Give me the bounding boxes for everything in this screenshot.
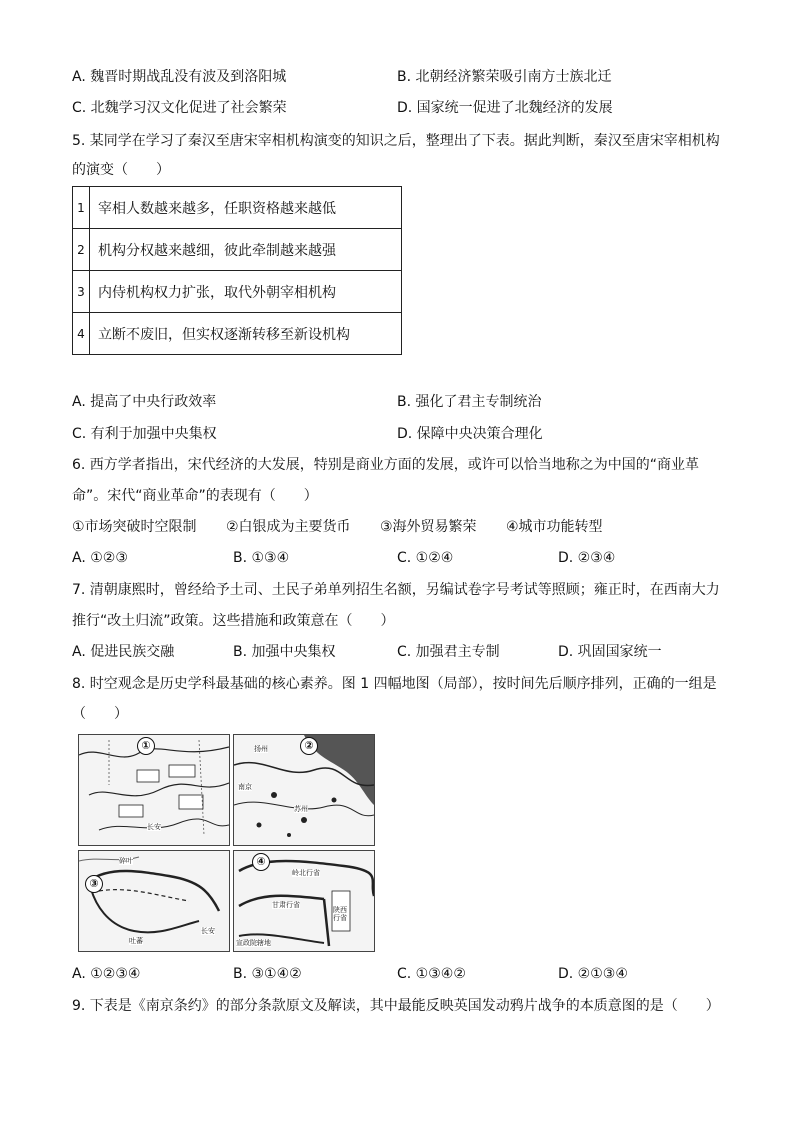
table-cell-text: 机构分权越来越细，彼此牵制越来越强: [90, 229, 402, 271]
q4-option-b: B. 北朝经济繁荣吸引南方士族北迁: [397, 69, 612, 85]
q7-option-c: C. 加强君主专制: [397, 644, 500, 660]
map-2-label-nanjing: 南京: [238, 783, 252, 791]
map-3-number: ③: [85, 875, 103, 893]
map-4-label-shaanxi: 陕西行省: [333, 906, 347, 922]
table-cell-num: 3: [73, 271, 90, 313]
table-cell-num: 2: [73, 229, 90, 271]
map-3-label-suiye: 碎叶: [119, 857, 133, 865]
map-2-number: ②: [300, 737, 318, 755]
map-1-number: ①: [137, 737, 155, 755]
map-1: [78, 734, 230, 846]
table-row: [73, 229, 402, 271]
q8-stem-line2: （ ）: [72, 706, 128, 722]
q6-option-c: C. ①②④: [397, 550, 454, 566]
q6-item-1: ①市场突破时空限制: [72, 519, 197, 535]
q5-stem-line2: 的演变（ ）: [72, 162, 170, 178]
map-2: [233, 734, 375, 846]
q8-option-b: B. ③①④②: [233, 966, 302, 982]
map-4-label-gansu: 甘肃行省: [272, 901, 300, 909]
table-row: [73, 271, 402, 313]
map-4-number: ④: [252, 853, 270, 871]
q7-option-b: B. 加强中央集权: [233, 644, 336, 660]
q5-table: [72, 186, 402, 355]
q6-item-2: ②白银成为主要货币: [226, 519, 351, 535]
q7-stem-line1: 7. 清朝康熙时，曾经给予土司、土民子弟单列招生名额，另编试卷字号考试等照顾；雍正时，在西南大力: [72, 582, 720, 598]
q5-option-d: D. 保障中央决策合理化: [397, 426, 543, 442]
q4-option-d: D. 国家统一促进了北魏经济的发展: [397, 100, 613, 116]
q6-stem-line1: 6. 西方学者指出，宋代经济的大发展，特别是商业方面的发展，或许可以恰当地称之为中国的“商业革: [72, 457, 700, 473]
q8-option-c: C. ①③④②: [397, 966, 466, 982]
map-4-label-xuanzhengyuan: 宣政院辖地: [236, 939, 271, 947]
q7-stem-line2: 推行“改土归流”政策。这些措施和政策意在（ ）: [72, 613, 395, 629]
q4-option-a: A. 魏晋时期战乱没有波及到洛阳城: [72, 69, 287, 85]
q6-option-a: A. ①②③: [72, 550, 128, 566]
map-3-label-changan: 长安: [201, 927, 215, 935]
q8-stem-line1: 8. 时空观念是历史学科最基础的核心素养。图 1 四幅地图（局部），按时间先后顺序排列，正确的一组是: [72, 676, 717, 692]
table-cell-text: 立断不废旧，但实权逐渐转移至新设机构: [90, 313, 402, 355]
map-3-label-tubo: 吐蕃: [129, 937, 143, 945]
map-2-label-yangzhou: 扬州: [254, 745, 268, 753]
q5-option-a: A. 提高了中央行政效率: [72, 394, 217, 410]
q7-option-a: A. 促进民族交融: [72, 644, 175, 660]
map-3-drawing: [79, 851, 229, 951]
q6-item-3: ③海外贸易繁荣: [380, 519, 477, 535]
q6-stem-line2: 命”。宋代“商业革命”的表现有（ ）: [72, 488, 318, 504]
map-4-label-lingbei: 岭北行省: [292, 869, 320, 877]
q5-option-b: B. 强化了君主专制统治: [397, 394, 542, 410]
map-1-label: 长安: [147, 823, 161, 831]
q5-stem-line1: 5. 某同学在学习了秦汉至唐宋宰相机构演变的知识之后，整理出了下表。据此判断，秦汉至唐宋宰相机构: [72, 133, 720, 149]
table-cell-text: 宰相人数越来越多，任职资格越来越低: [90, 187, 402, 229]
q6-option-b: B. ①③④: [233, 550, 290, 566]
map-2-label-suzhou: 苏州: [294, 805, 308, 813]
map-4: [233, 850, 375, 952]
q8-option-d: D. ②①③④: [558, 966, 628, 982]
map-3: [78, 850, 230, 952]
table-cell-num: 1: [73, 187, 90, 229]
q5-option-c: C. 有利于加强中央集权: [72, 426, 217, 442]
q8-option-a: A. ①②③④: [72, 966, 141, 982]
table-cell-num: 4: [73, 313, 90, 355]
table-row: [73, 313, 402, 355]
q6-option-d: D. ②③④: [558, 550, 616, 566]
q7-option-d: D. 巩固国家统一: [558, 644, 662, 660]
q6-item-4: ④城市功能转型: [506, 519, 603, 535]
table-row: [73, 187, 402, 229]
q4-option-c: C. 北魏学习汉文化促进了社会繁荣: [72, 100, 287, 116]
q9-stem-line1: 9. 下表是《南京条约》的部分条款原文及解读，其中最能反映英国发动鸦片战争的本质意图的是（ ）: [72, 998, 720, 1014]
table-cell-text: 内侍机构权力扩张，取代外朝宰相机构: [90, 271, 402, 313]
